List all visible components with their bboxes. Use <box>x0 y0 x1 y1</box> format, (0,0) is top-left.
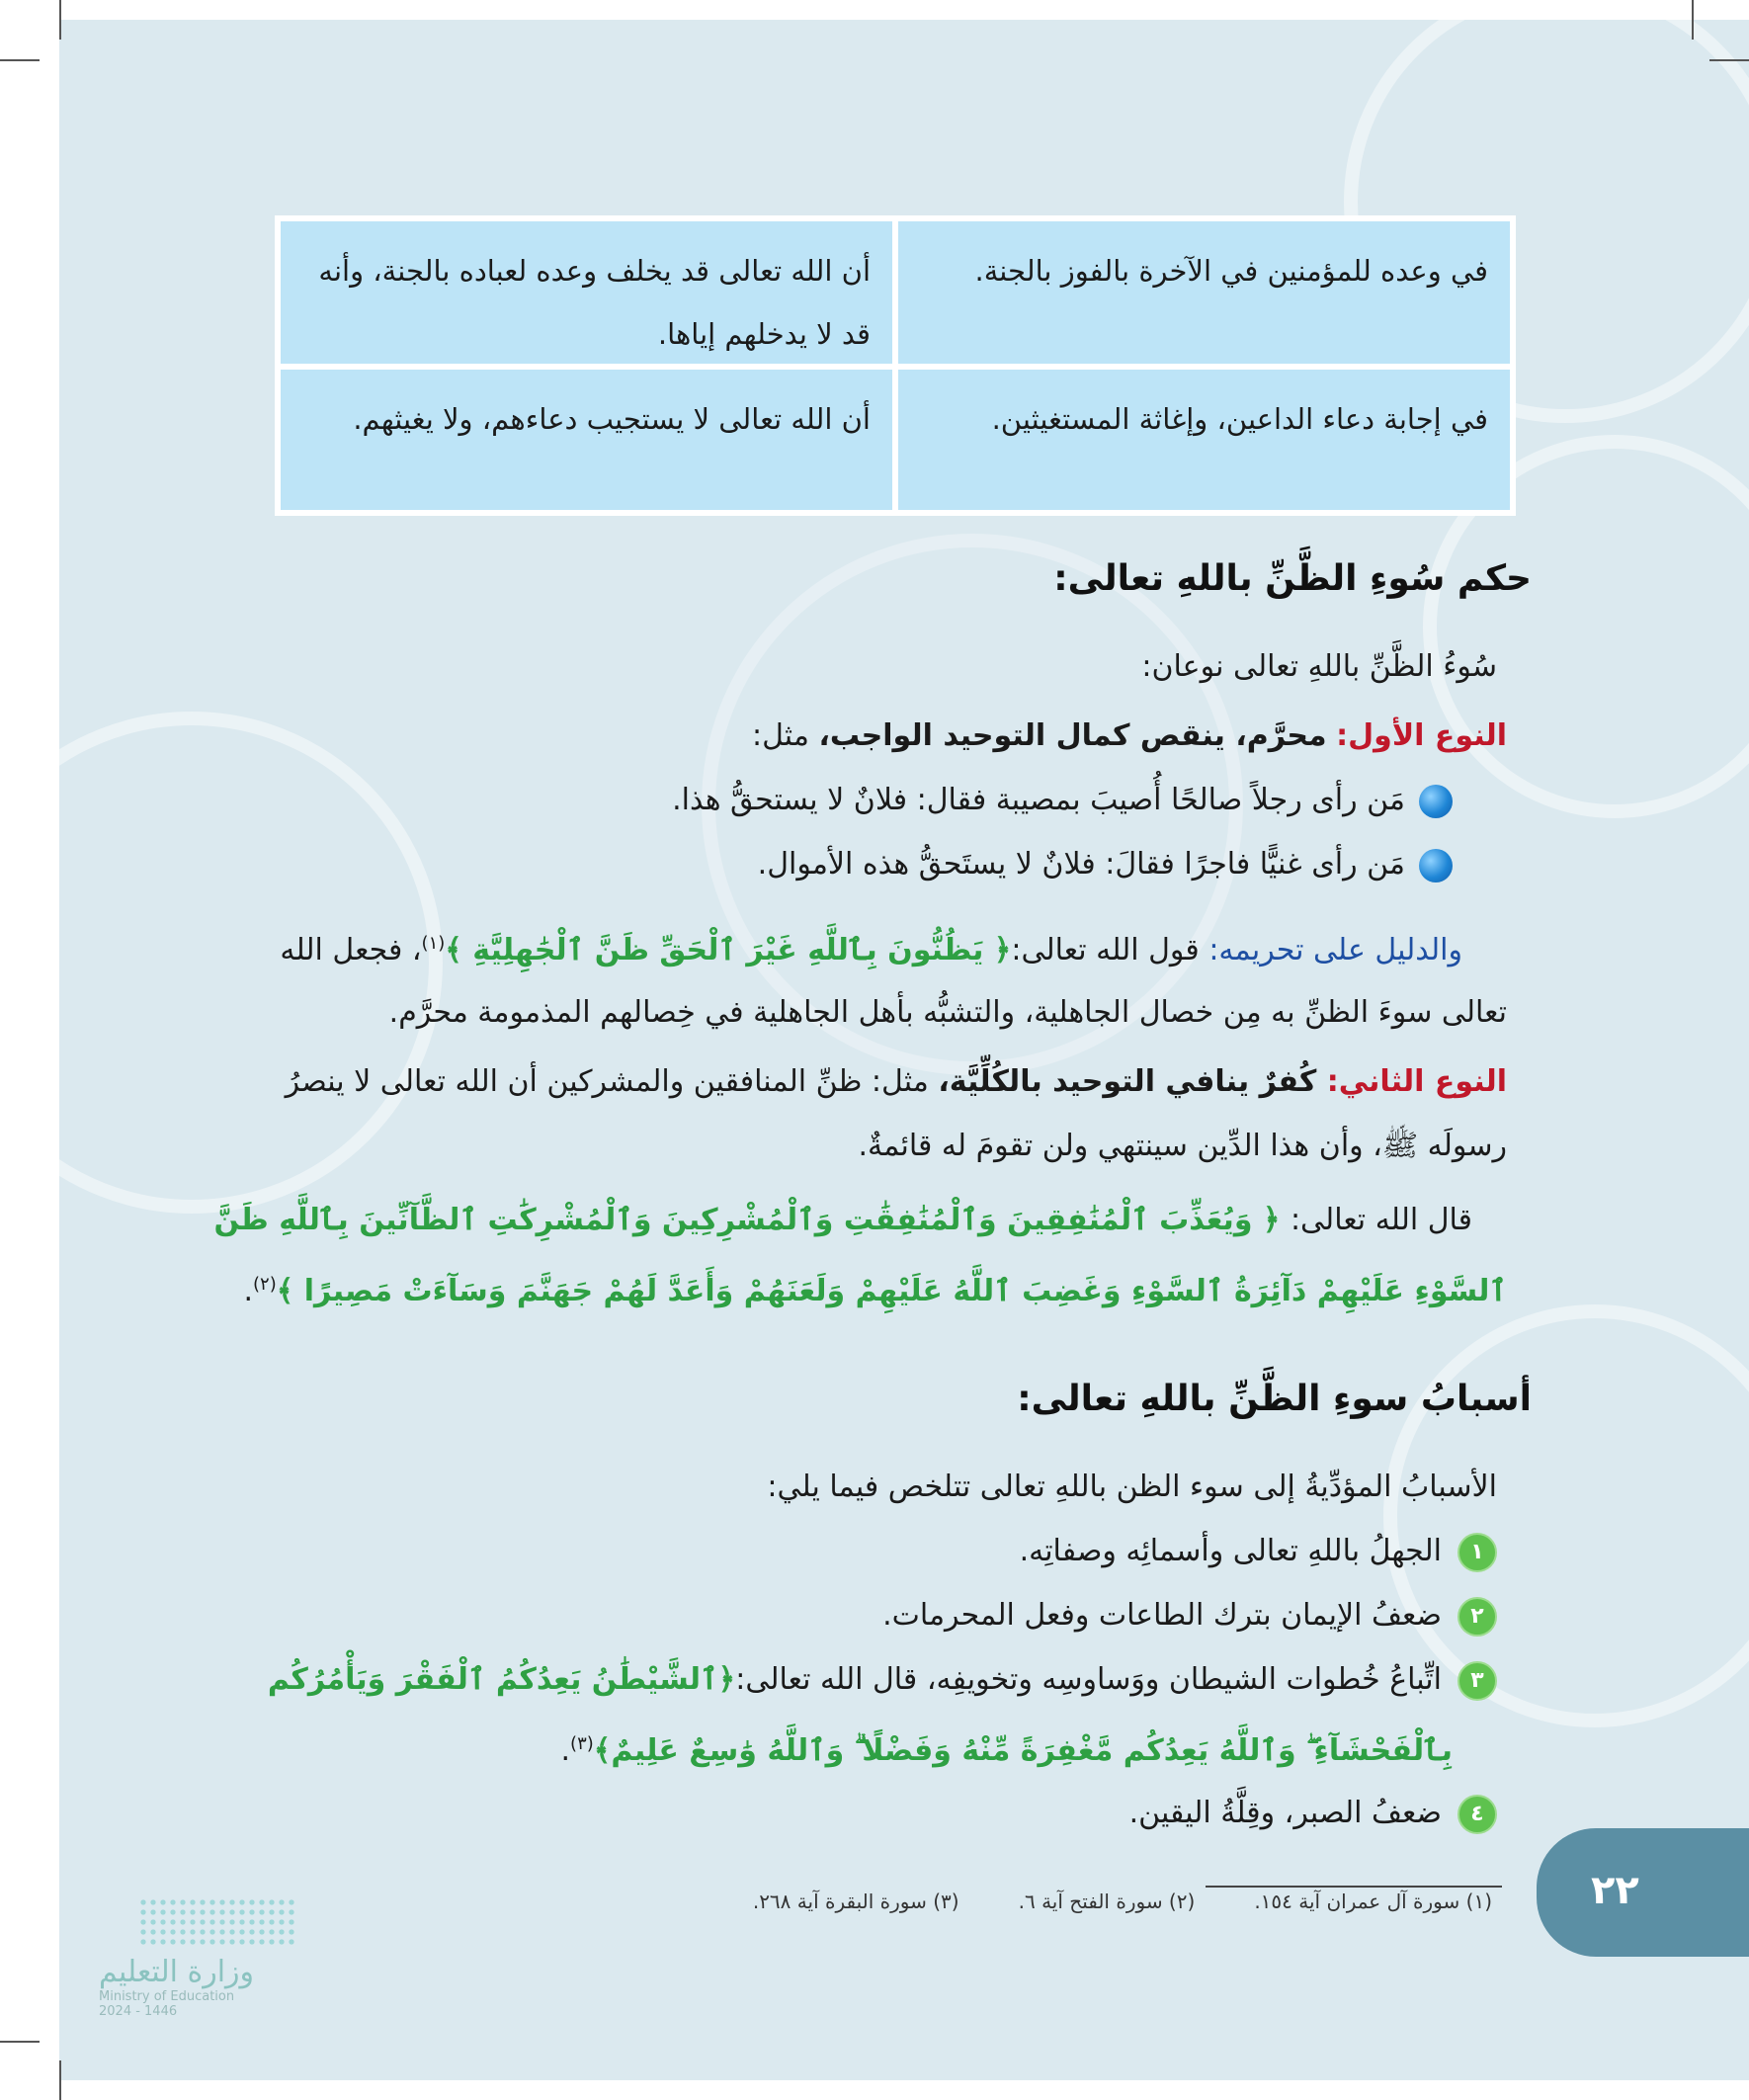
crop-mark <box>1692 0 1694 40</box>
bullet-item <box>247 835 1453 894</box>
bullet-item <box>247 771 1453 830</box>
number-badge: ٢ <box>1458 1597 1497 1637</box>
type1-line <box>247 707 1507 766</box>
list-item-text: ضعفُ الصبر، وقِلَّةُ اليقين. <box>1128 1796 1442 1830</box>
footnote: (٢) سورة الفتح آية ٦. <box>1018 1890 1196 1913</box>
section-heading: أسبابُ سوءِ الظَّنِّ باللهِ تعالى: <box>1017 1379 1532 1419</box>
evidence-line <box>247 914 1462 980</box>
footnotes <box>753 1890 1492 1913</box>
list-item <box>247 1784 1497 1843</box>
quran-verse: ﴿ وَيُعَذِّبَ ٱلْمُنَٰفِقِينَ وَٱلْمُنَٰفِقَٰتِ وَٱلْمُشْرِكِينَ وَٱلْمُشْرِكَٰتِ ٱلظَّآنِّينَ بِٱللَّهِ ظَنَّ <box>213 1203 1291 1237</box>
paragraph: رسولَه ﷺ، وأن هذا الدِّين سينتهي ولن تقومَ له قائمةٌ. <box>858 1129 1507 1163</box>
quote-intro: قال الله تعالى: <box>1290 1203 1472 1237</box>
footnote: (٣) سورة البقرة آية ٢٦٨. <box>752 1890 959 1913</box>
type1-text: محرَّم، ينقص كمال التوحيد الواجب، <box>818 718 1327 753</box>
list-item <box>267 1650 1497 1710</box>
bullet-icon <box>1419 849 1453 882</box>
table-cell: أن الله تعالى لا يستجيب دعاءهم، ولا يغيثهم. <box>278 367 895 513</box>
quran-verse: ﴿ٱلشَّيْطَٰنُ يَعِدُكُمُ ٱلْفَقْرَ وَيَأْمُرُكُم <box>267 1662 736 1697</box>
list-item-text: ضعفُ الإيمان بترك الطاعات وفعل المحرمات. <box>882 1598 1442 1633</box>
quran-verse: ٱلسَّوْءِ عَلَيْهِمْ دَآئِرَةُ ٱلسَّوْءِ وَغَضِبَ ٱللَّهُ عَلَيْهِمْ وَلَعَنَهُمْ وَأَعَدَّ لَهُمْ جَهَنَّمَ وَسَآءَتْ مَصِيرًا ﴾ <box>276 1274 1507 1308</box>
crop-mark <box>59 2060 61 2100</box>
number-badge: ٣ <box>1458 1661 1497 1701</box>
evidence-text: قول الله تعالى: <box>1011 933 1209 967</box>
list-item <box>247 1522 1497 1581</box>
ministry-name-ar: وزارة التعليم <box>99 1955 255 1989</box>
list-item-continuation <box>316 1715 1453 1781</box>
punctuation: . <box>560 1733 571 1768</box>
type2-text: كُفرٌ ينافي التوحيد بالكُلِّيَّة، <box>938 1064 1327 1099</box>
quote-line <box>243 1255 1507 1321</box>
footnote: (١) سورة آل عمران آية ١٥٤. <box>1254 1890 1492 1913</box>
footnote-ref: (٣) <box>570 1733 594 1754</box>
list-item-text: الجهلُ باللهِ تعالى وأسمائِه وصفاتِه. <box>1019 1534 1442 1568</box>
footnote-divider <box>1206 1886 1502 1888</box>
paragraph: الأسبابُ المؤدِّيةُ إلى سوء الظن باللهِ تعالى تتلخص فيما يلي: <box>767 1470 1497 1504</box>
quran-verse: ﴿ يَظُنُّونَ بِٱللَّهِ غَيْرَ ٱلْحَقِّ ظَنَّ ٱلْجَٰهِلِيَّةِ ﴾ <box>445 933 1012 967</box>
number-badge: ١ <box>1458 1533 1497 1572</box>
type2-line <box>247 1052 1507 1112</box>
paragraph: تعالى سوءَ الظنِّ به مِن خصال الجاهلية، والتشبُّه بأهل الجاهلية في خِصالهم المذمومة محرَّم. <box>388 995 1507 1030</box>
type2-label: النوع الثاني: <box>1326 1064 1507 1099</box>
footnote-ref: (١) <box>421 933 446 954</box>
evidence-label: والدليل على تحريمه: <box>1208 933 1462 967</box>
punctuation: . <box>243 1274 253 1308</box>
ministry-logo <box>99 1897 296 2019</box>
paragraph: سُوءُ الظَّنِّ باللهِ تعالى نوعان: <box>1141 649 1497 684</box>
table-cell: في إجابة دعاء الداعين، وإغاثة المستغيثين. <box>895 367 1513 513</box>
section-heading: حكم سُوءِ الظَّنِّ باللهِ تعالى: <box>1053 558 1532 599</box>
page-number-tab <box>1537 1828 1749 1957</box>
bullet-text: مَن رأى رجلاً صالحًا أُصيبَ بمصيبة فقال: فلانٌ لا يستحقُّ هذا. <box>672 783 1405 817</box>
table-cell: في وعده للمؤمنين في الآخرة بالفوز بالجنة. <box>895 218 1513 367</box>
bullet-icon <box>1419 785 1453 818</box>
type1-tail: مثل: <box>751 718 819 753</box>
logo-dots-icon <box>138 1897 296 1947</box>
quran-verse: بِٱلْفَحْشَآءِ ۖ وَٱللَّهُ يَعِدُكُم مَّغْفِرَةً مِّنْهُ وَفَضْلًا ۗ وَٱللَّهُ وَٰسِعٌ عَلِيمٌ﴾ <box>593 1733 1453 1768</box>
edition-year: 2024 - 1446 <box>99 2004 178 2019</box>
list-item <box>247 1586 1497 1645</box>
type1-label: النوع الأول: <box>1336 718 1507 753</box>
page-number: ٢٢ <box>1591 1868 1639 1913</box>
list-item-text: اتِّباعُ خُطوات الشيطان ووَساوسِه وتخويفِه، قال الله تعالى: <box>735 1662 1442 1697</box>
table-cell: أن الله تعالى قد يخلف وعده لعباده بالجنة، وأنه قد لا يدخلهم إياها. <box>278 218 895 367</box>
ministry-name-en: Ministry of Education <box>99 1989 235 2004</box>
crop-mark <box>59 0 61 40</box>
quote-line <box>213 1191 1472 1250</box>
crop-mark <box>1709 59 1749 61</box>
crop-mark <box>0 2041 40 2043</box>
bullet-text: مَن رأى غنيًّا فاجرًا فقالَ: فلانٌ لا يستَحقُّ هذه الأموال. <box>757 847 1405 882</box>
footnote-ref: (٢) <box>253 1274 277 1295</box>
type2-tail: مثل: ظنِّ المنافقين والمشركين أن الله تعالى لا ينصرُ <box>285 1064 939 1099</box>
crop-mark <box>0 59 40 61</box>
comparison-table <box>275 215 1516 516</box>
number-badge: ٤ <box>1458 1795 1497 1834</box>
evidence-text: ، فجعل الله <box>280 933 422 967</box>
